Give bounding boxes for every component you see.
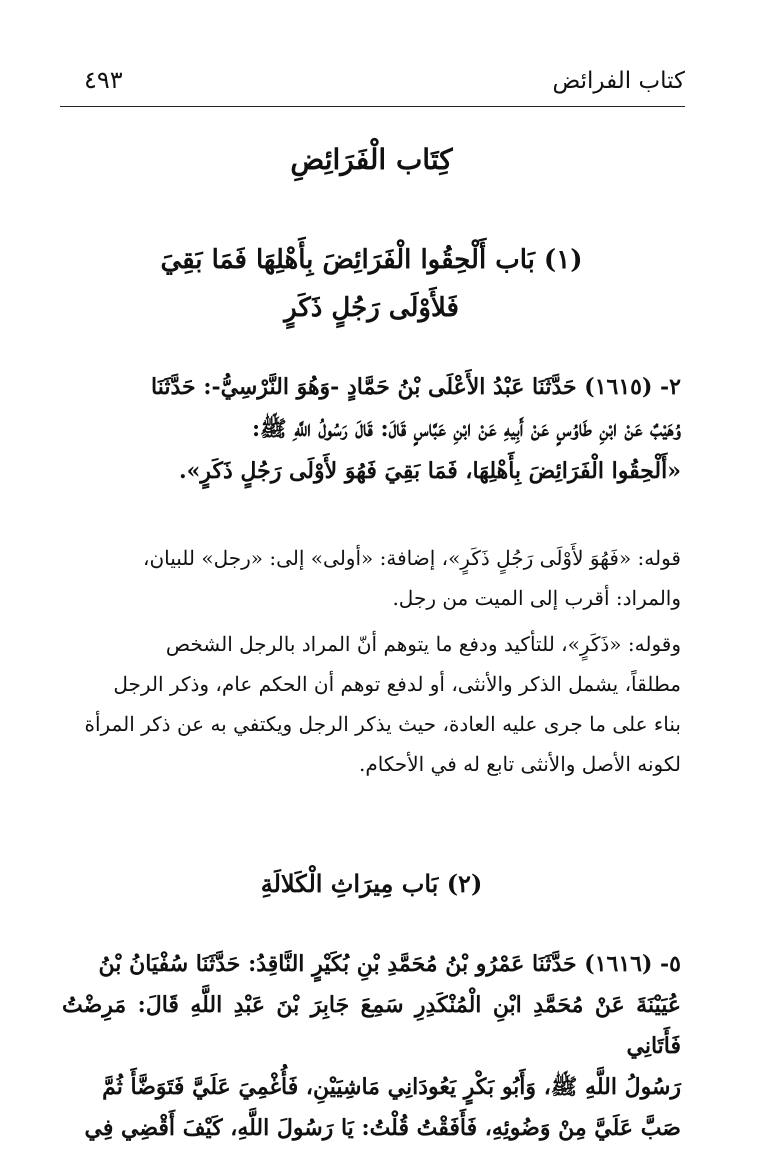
commentary-2-line-1: وقوله: «ذَكَرٍ»، للتأكيد ودفع ما يتوهم أنّ المراد بالرجل الشخص: [165, 632, 681, 656]
hadith-1615-line-2: وُهَيْبٌ عَنْ ابْنِ طَاوُسٍ عَنْ أَبِيهِ عَنْ ابْنِ عَبَّاسٍ قَالَ: قَالَ رَسُولُ اللَّهِ ﷺ:: [251, 416, 681, 442]
section-spacer: [62, 790, 681, 864]
commentary-2-line-2: مطلقاً، يشمل الذكر والأنثى، أو لدفع توهم أن الحكم عام، وذكر الرجل: [113, 672, 681, 696]
hadith-1616-line-3: رَسُولُ اللَّهِ ﷺ، وَأَبُو بَكْرٍ يَعُودَانِي مَاشِيَيْنِ، فَأُغْمِيَ عَلَيَّ فَتَوَضَّأَ ثُمَّ: [102, 1074, 681, 1100]
hadith-1616-line-4: صَبَّ عَلَيَّ مِنْ وَضُوئِهِ، فَأَفَقْتُ قُلْتُ: يَا رَسُولَ اللَّهِ، كَيْفَ أَقْضِي فِي: [84, 1115, 681, 1141]
page-body: [62, 140, 681, 1149]
hadith-1615-line-1: ٢- (١٦١٥) حَدَّثَنَا عَبْدُ الأَعْلَى بْنُ حَمَّادٍ -وَهُوَ النَّرْسِيُّ-: حَدَّثَنَا: [151, 374, 681, 400]
commentary-paragraph-2: [62, 624, 681, 784]
hadith-1615-line-3: «أَلْحِقُوا الْفَرَائِضَ بِأَهْلِهَا، فَمَا بَقِيَ فَهُوَ لأَوْلَى رَجُلٍ ذَكَرٍ».: [178, 458, 681, 484]
commentary-2-line-4: لكونه الأصل والأنثى تابع له في الأحكام.: [358, 752, 681, 776]
chapter-heading-1-line-1: (١) بَاب أَلْحِقُوا الْفَرَائِضَ بِأَهْلِهَا فَمَا بَقِيَ: [160, 245, 583, 275]
chapter-heading-2: (٢) بَاب مِيرَاثِ الْكَلالَةِ: [260, 869, 483, 898]
running-title: كتاب الفرائض: [552, 68, 685, 94]
hadith-1615: [62, 366, 681, 492]
hadith-1616-line-2: عُيَيْنَةَ عَنْ مُحَمَّدِ ابْنِ الْمُنْكَدِرِ سَمِعَ جَابِرَ بْنَ عَبْدِ اللَّهِ قَالَ: مَرِضْتُ فَأَتَانِي: [62, 992, 681, 1059]
commentary-2-line-3: بناء على ما جرى عليه العادة، حيث يذكر الرجل ويكتفي به عن ذكر المرأة: [84, 712, 681, 736]
hadith-1616-line-1: ٥- (١٦١٦) حَدَّثَنَا عَمْرُو بْنُ مُحَمَّدِ بْنِ بُكَيْرٍ النَّاقِدُ: حَدَّثَنَا سُفْيَانُ بْنُ: [98, 951, 681, 977]
book-title: كِتَاب الْفَرَائِضِ: [290, 143, 453, 176]
commentary-paragraph-1: [62, 538, 681, 618]
commentary-1-line-2: والمراد: أقرب إلى الميت من رجل.: [392, 586, 681, 610]
page-number: ٤٩٣: [84, 66, 123, 94]
chapter-heading-1: [62, 236, 681, 332]
chapter-heading-1-line-2: فَلأَوْلَى رَجُلٍ ذَكَرٍ: [284, 293, 459, 323]
page-header: [60, 62, 685, 107]
hadith-1616: [62, 944, 681, 1149]
commentary-1-line-1: قوله: «فَهُوَ لأَوْلَى رَجُلٍ ذَكَرٍ»، إضافة: «أولى» إلى: «رجل» للبيان،: [143, 546, 681, 570]
